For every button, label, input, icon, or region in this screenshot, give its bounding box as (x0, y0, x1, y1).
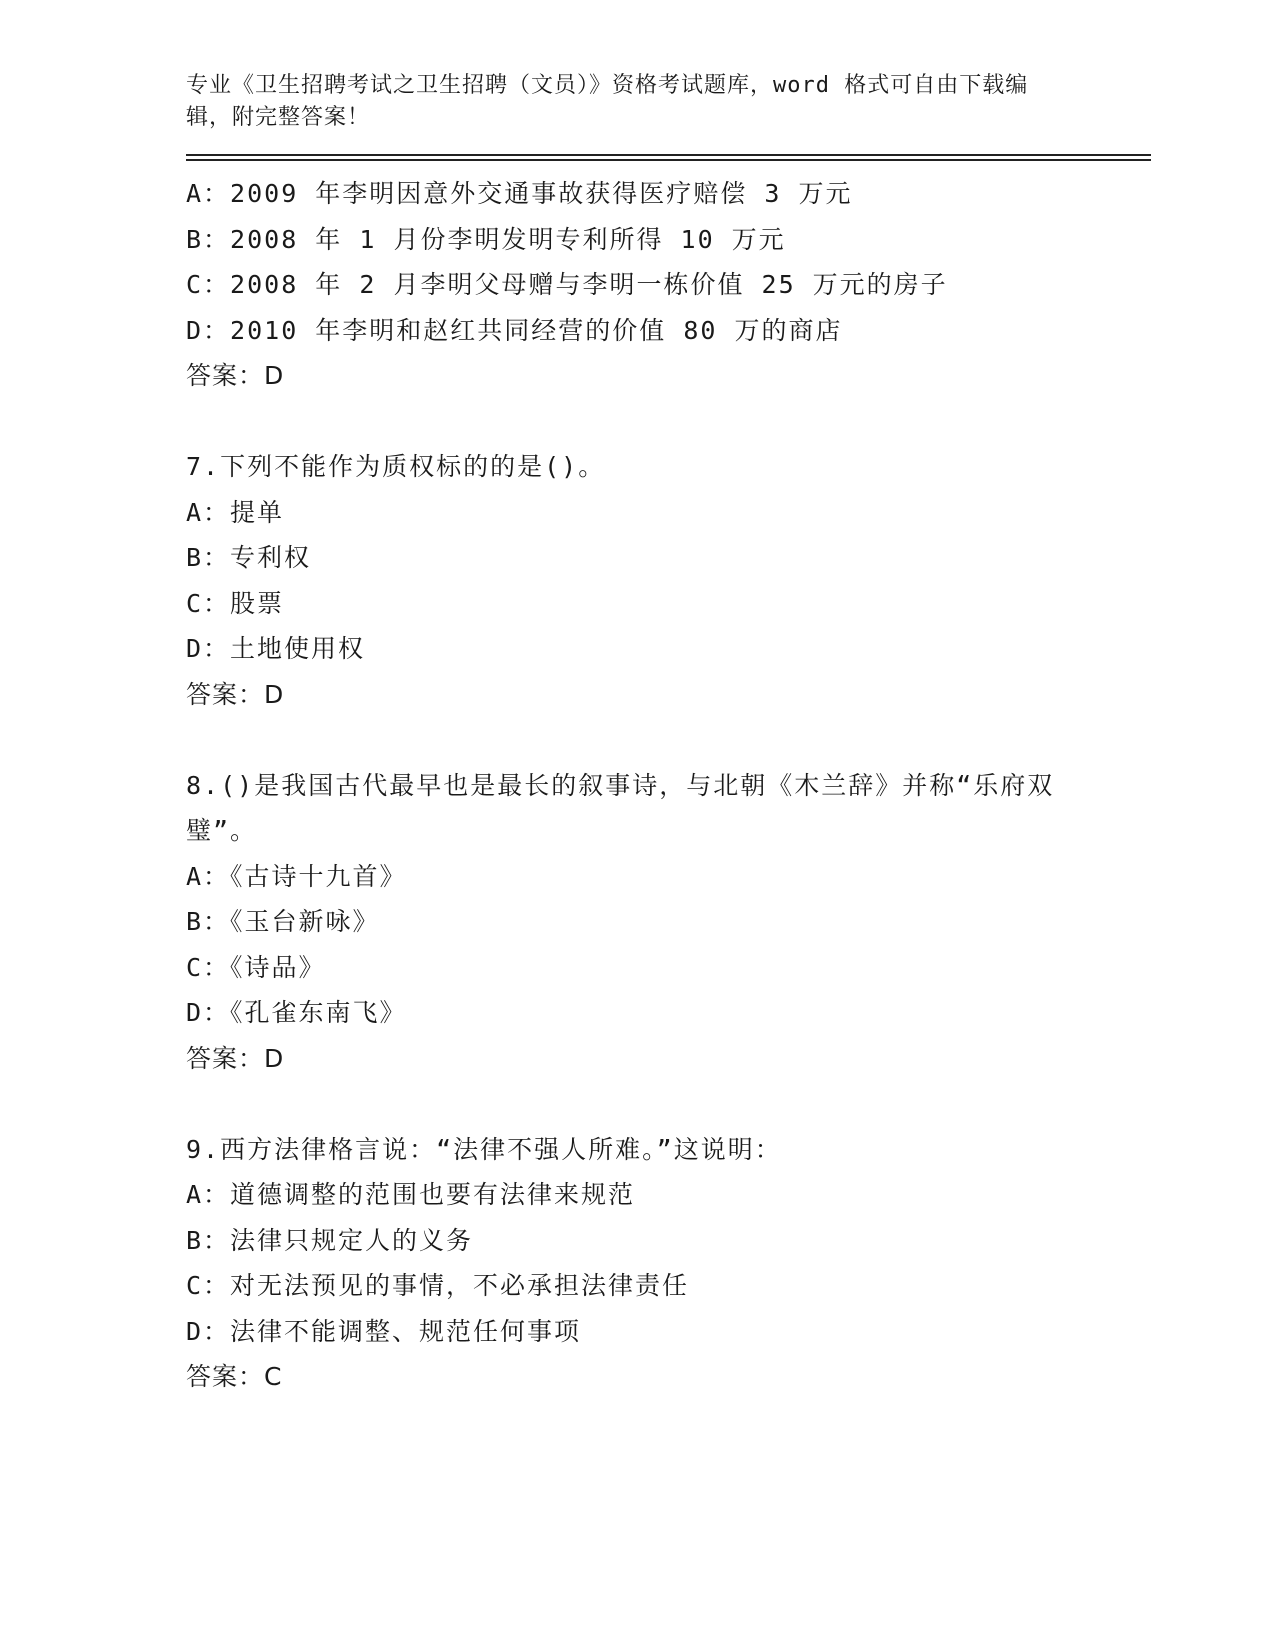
option-c: C：对无法预见的事情，不必承担法律责任 (186, 1271, 690, 1300)
option-a: A：提单 (186, 497, 285, 527)
option-a: A：《古诗十九首》 (186, 861, 407, 891)
option-d: D：土地使用权 (186, 634, 366, 663)
document-header: 专业《卫生招聘考试之卫生招聘（文员）》资格考试题库，word 格式可自由下载编辑，附完整答案！ (186, 73, 1029, 130)
question-9 (186, 1127, 1146, 1400)
question-8 (186, 763, 1146, 1082)
header-divider (186, 154, 1151, 161)
question-6 (186, 171, 1146, 399)
question-list (186, 171, 1146, 1400)
question-text: 9.西方法律格言说：“法律不强人所难。”这说明： (186, 1134, 782, 1164)
answer: 答案：C (186, 1362, 283, 1391)
option-b: B：2008 年 1 月份李明发明专利所得 10 万元 (186, 224, 786, 254)
question-7 (186, 444, 1146, 717)
option-a: A：道德调整的范围也要有法律来规范 (186, 1180, 636, 1209)
option-d: D：法律不能调整、规范任何事项 (186, 1316, 582, 1346)
option-b: B：专利权 (186, 543, 312, 572)
option-b: B：法律只规定人的义务 (186, 1225, 474, 1255)
option-c: C：《诗品》 (186, 952, 326, 982)
option-c: C：2008 年 2 月李明父母赠与李明一栋价值 25 万元的房子 (186, 270, 948, 299)
answer: 答案：D (186, 1043, 285, 1073)
answer: 答案：D (186, 679, 285, 709)
option-b: B：《玉台新咏》 (186, 907, 380, 936)
option-a: A：2009 年李明因意外交通事故获得医疗赔偿 3 万元 (186, 179, 853, 208)
option-c: C：股票 (186, 588, 285, 618)
question-text: 8.()是我国古代最早也是最长的叙事诗，与北朝《木兰辞》并称“乐府双璧”。 (186, 770, 1055, 845)
answer: 答案：D (186, 361, 285, 390)
option-d: D：2010 年李明和赵红共同经营的价值 80 万的商店 (186, 315, 843, 345)
option-d: D：《孔雀东南飞》 (186, 998, 407, 1027)
question-text: 7.下列不能作为质权标的的是()。 (186, 452, 606, 481)
document-page (186, 70, 1146, 1400)
